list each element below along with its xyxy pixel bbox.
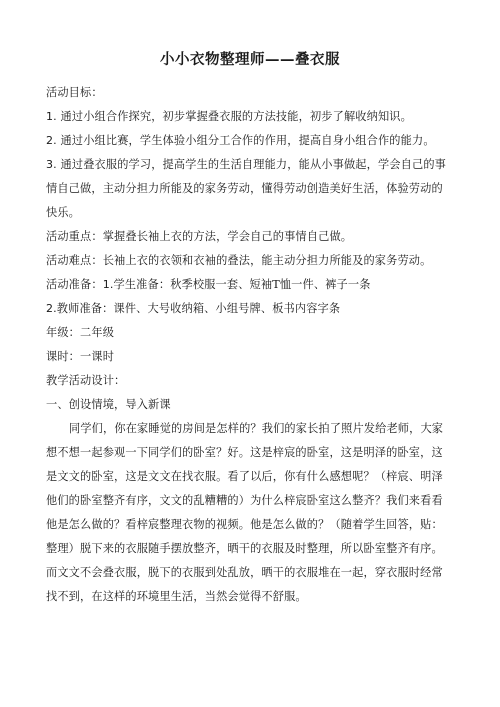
goal-item-3 <box>46 153 454 225</box>
key-point: 活动重点：掌握叠长袖上衣的方法，学会自己的事情自己做。 <box>46 230 353 243</box>
prep-teacher-text: 教师准备：课件、大号收纳箱、小组号牌、板书内容字条 <box>56 302 341 315</box>
section-1-heading: 一、创设情境，导入新课 <box>46 398 171 411</box>
design-heading: 教学活动设计： <box>46 374 126 387</box>
prep-student <box>46 273 454 297</box>
prep-student-text: 学生准备：秋季校服一套、短袖T恤一件、裤子一条 <box>113 278 371 291</box>
goal-text: 通过小组比赛，学生体验小组分工合作的作用，提高自身小组合作的能力。 <box>60 134 435 147</box>
document-title: 小小衣物整理师——叠衣服 <box>160 51 340 68</box>
goal-item-2 <box>46 129 454 153</box>
goal-number: 2. <box>46 134 57 147</box>
prep-teacher-number: 2. <box>46 302 57 315</box>
goal-number: 3. <box>46 158 57 171</box>
goal-item-1 <box>46 105 454 129</box>
class-hours: 课时：一课时 <box>46 350 115 363</box>
prep-label: 活动准备： <box>46 278 103 291</box>
goal-number: 1. <box>46 110 57 123</box>
goal-text: 通过小组合作探究，初步掌握叠衣服的方法技能，初步了解收纳知识。 <box>60 110 412 123</box>
section-1-body: 同学们，你在家睡觉的房间是怎样的？我们的家长拍了照片发给老师，大家想不想一起参观一下同学们的卧室？好。这是梓宸的卧室，这是明泽的卧室，这是文文的卧室，这是文文在找衣服。看了以后，你有什么感想呢？（梓宸、明泽他们的卧室整齐有序，文文的乱糟糟的）为什么梓宸卧室这么整齐？我们来看看他是怎么做的？看梓宸整理衣物的视频。他是怎么做的？（随着学生回答，贴：整理）脱下来的衣服随手摆放整齐，晒干的衣服及时整理，所以卧室整齐有序。而文文不会叠衣服，脱下的衣服到处乱放，晒干的衣服堆在一起，穿衣服时经常找不到，在这样的环境里生活，当然会觉得不舒服。 <box>46 422 444 603</box>
prep-student-number: 1. <box>102 278 114 291</box>
difficulty: 活动难点：长袖上衣的衣领和衣袖的叠法，能主动分担力所能及的家务劳动。 <box>46 254 432 267</box>
grade: 年级：二年级 <box>46 326 115 339</box>
prep-teacher <box>46 297 454 321</box>
goal-text: 通过叠衣服的学习，提高学生的生活自理能力，能从小事做起，学会自己的事情自己做，主动分担力所能及的家务劳动，懂得劳动创造美好生活，体验劳动的快乐。 <box>46 158 446 219</box>
goals-heading: 活动目标： <box>46 86 103 99</box>
